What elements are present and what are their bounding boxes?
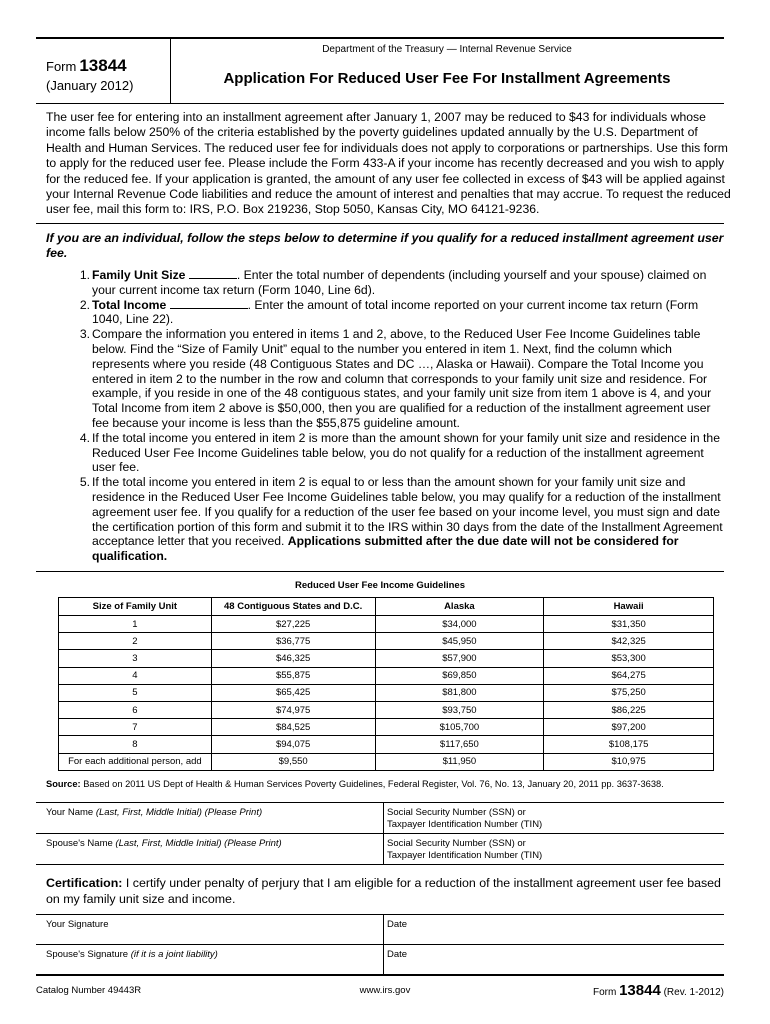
- table-cell: $74,975: [211, 701, 375, 718]
- table-rule: [36, 571, 724, 572]
- table-cell: $9,550: [211, 753, 375, 770]
- field-rule: [36, 833, 724, 834]
- total-income-label: Total Income: [92, 297, 167, 312]
- table-cell: $46,325: [211, 650, 375, 667]
- your-signature-label: Your Signature: [46, 919, 109, 930]
- step-number: 1.: [79, 268, 90, 282]
- footer-form-id: [593, 982, 724, 999]
- form-date: (January 2012): [46, 78, 134, 93]
- table-cell: $97,200: [544, 719, 714, 736]
- source-note: [46, 779, 664, 789]
- table-cell: $81,800: [375, 684, 544, 701]
- column-header: 48 Contiguous States and D.C.: [211, 598, 375, 616]
- table-cell: $94,075: [211, 736, 375, 753]
- table-cell: $105,700: [375, 719, 544, 736]
- catalog-number: Catalog Number 49443R: [36, 985, 142, 996]
- ssn-label-line1: Social Security Number (SSN) or: [387, 807, 526, 818]
- step-3: [79, 327, 728, 431]
- page-title: Application For Reduced User Fee For Installment Agreements: [223, 70, 671, 87]
- field-rule: [36, 802, 724, 803]
- your-name-label: Your Name: [46, 807, 94, 818]
- step-text: . Enter the amount of total income reported on your current income tax return (Form 1040, Line 22).: [92, 297, 699, 327]
- field-rule: [36, 944, 724, 945]
- family-unit-size-label: Family Unit Size: [92, 268, 186, 282]
- step-number: 5.: [79, 475, 90, 490]
- step-text: If the total income you entered in item 2 is more than the amount shown for your family unit size and residence in the Reduced User Fee Income Guidelines table below, you do not qualify for a reduction of the installment agreement user fee.: [92, 430, 720, 475]
- form-label: Form: [46, 59, 77, 74]
- table-row: [59, 753, 714, 770]
- table-cell: $57,900: [375, 650, 544, 667]
- step-number: 2.: [79, 297, 90, 312]
- table-cell: $11,950: [375, 753, 544, 770]
- section-rule: [36, 223, 724, 224]
- step-4: [79, 430, 728, 475]
- spouse-signature-label: Spouse's Signature: [46, 949, 129, 960]
- spouse-ssn-label-line2: Taxpayer Identification Number (TIN): [387, 850, 543, 861]
- header-bottom-rule: [36, 103, 724, 104]
- footer-form-label: Form: [592, 987, 617, 998]
- table-cell: For each additional person, add: [59, 753, 212, 770]
- table-cell: $42,325: [544, 633, 714, 650]
- table-cell: 6: [59, 701, 212, 718]
- table-cell: $75,250: [544, 684, 714, 701]
- column-header: Hawaii: [544, 598, 714, 616]
- footer-revision: (Rev. 1-2012): [663, 987, 724, 998]
- step-number: 4.: [79, 430, 90, 445]
- column-header: Size of Family Unit: [59, 598, 212, 616]
- table-row: [59, 684, 714, 701]
- spouse-name-hint: (Last, First, Middle Initial) (Please Print): [115, 838, 282, 849]
- table-cell: $27,225: [211, 616, 375, 633]
- form-number: 13844: [79, 56, 127, 75]
- table-cell: 3: [59, 650, 212, 667]
- field-rule: [36, 914, 724, 915]
- step-5: [79, 475, 728, 564]
- table-cell: $84,525: [211, 719, 375, 736]
- table-cell: $93,750: [375, 701, 544, 718]
- table-cell: 8: [59, 736, 212, 753]
- table-cell: $64,275: [544, 667, 714, 684]
- your-name-hint: (Last, First, Middle Initial) (Please Print): [95, 807, 263, 818]
- step-2: [79, 297, 728, 328]
- step-text: . Enter the total number of dependents (including yourself and your spouse) claimed on your current income tax return (Form 1040, Line 6d).: [92, 268, 707, 297]
- family-unit-size-input[interactable]: [189, 268, 237, 279]
- table-cell: $10,975: [544, 753, 714, 770]
- source-text: Based on 2011 US Dept of Health & Human Services Poverty Guidelines, Federal Register, Vol. 76, No. 13, January 20, 2011 pp. 3637-3638.: [83, 779, 664, 789]
- table-row: [59, 616, 714, 633]
- table-row: [59, 719, 714, 736]
- date-label: Date: [387, 919, 408, 930]
- table-title: Reduced User Fee Income Guidelines: [295, 580, 465, 591]
- certification-statement: [46, 875, 726, 907]
- step-text: Compare the information you entered in items 1 and 2, above, to the Reduced User Fee Income Guidelines table below. Find the “Size of Family Unit” equal to the number you entered in item 1. Next, find the column which represents where you reside (48 Contiguous States and DC …, Alaska or Hawaii). Compare the Total Income you entered in item 2 to the number in the row and column that corresponds to your family unit size and residence. For example, if you reside in one of the 48 contiguous states, and your family unit size from item 1 above is 4, and your Total Income from item 2 above is $50,000, then you are qualified for a reduction of the installment agreement user fee because your income is less than the $55,875 guideline amount.: [92, 327, 712, 430]
- field-divider: [383, 914, 384, 974]
- certification-label: Certification:: [46, 876, 123, 890]
- table-cell: $34,000: [375, 616, 544, 633]
- spouse-ssn-label-line1: Social Security Number (SSN) or: [387, 838, 526, 849]
- table-row: [59, 736, 714, 753]
- income-guidelines-table: [58, 597, 714, 771]
- website-link[interactable]: www.irs.gov: [359, 985, 411, 996]
- table-cell: $45,950: [375, 633, 544, 650]
- table-row: [59, 650, 714, 667]
- signature-date-field[interactable]: [387, 919, 722, 943]
- step-1: [79, 268, 728, 298]
- table-cell: $86,225: [544, 701, 714, 718]
- ssn-field[interactable]: [387, 807, 722, 832]
- table-cell: $55,875: [211, 667, 375, 684]
- spouse-ssn-field[interactable]: [387, 838, 722, 863]
- table-cell: 1: [59, 616, 212, 633]
- source-label: Source:: [46, 779, 81, 789]
- ssn-label-line2: Taxpayer Identification Number (TIN): [387, 819, 543, 830]
- table-cell: $36,775: [211, 633, 375, 650]
- department-line: Department of the Treasury — Internal Revenue Service: [322, 44, 572, 55]
- spouse-name-field[interactable]: [46, 838, 381, 863]
- spouse-signature-hint: (if it is a joint liability): [130, 949, 218, 960]
- table-cell: $117,650: [375, 736, 544, 753]
- table-cell: $31,350: [544, 616, 714, 633]
- certification-text: I certify under penalty of perjury that I am eligible for a reduction of the installment agreement user fee based on my family unit size and income.: [46, 876, 721, 906]
- field-rule: [36, 864, 724, 865]
- form-number-label: [46, 56, 127, 76]
- field-divider: [383, 802, 384, 864]
- table-cell: 7: [59, 719, 212, 736]
- spouse-name-label: Spouse's Name: [46, 838, 113, 849]
- table-cell: $108,175: [544, 736, 714, 753]
- column-header: Alaska: [375, 598, 544, 616]
- table-cell: $69,850: [375, 667, 544, 684]
- table-cell: 4: [59, 667, 212, 684]
- individual-heading: If you are an individual, follow the steps below to determine if you qualify for a reduced installment agreement user fee.: [46, 231, 724, 260]
- intro-paragraph: The user fee for entering into an installment agreement after January 1, 2007 may be reduced to $43 for individuals whose income falls below 250% of the criteria established by the poverty guidelines updated annually by the U.S. Department of Health and Human Services. The reduced user fee for individuals does not apply to corporations or partnerships. Use this form to apply for the reduced user fee. Please include the Form 433-A if your income has recently decreased and you wish to apply for the reduced fee. If your application is granted, the amount of any user fee collected in excess of $43 will be applied against your Internal Revenue Code liabilities and reduce the amount of interest and penalties that may accrue. To request the reduced user fee, mail this form to: IRS, P.O. Box 219236, Stop 5050, Kansas City, MO 64121-9236.: [46, 110, 731, 217]
- step-deadline-note: Applications submitted after the due date will not be considered for qualification.: [92, 534, 679, 564]
- table-row: [59, 667, 714, 684]
- table-row: [59, 633, 714, 650]
- table-cell: $53,300: [544, 650, 714, 667]
- your-signature-field[interactable]: [46, 919, 381, 943]
- table-cell: 2: [59, 633, 212, 650]
- footer-rule: [36, 974, 724, 976]
- step-text: If the total income you entered in item 2 is equal to or less than the amount shown for your family unit size and residence in the Reduced User Fee Income Guidelines table below, you may qualify for a reduction of the installment agreement user fee. If you qualify for a reduction of the user fee based on your income level, you must sign and date the certification portion of this form and submit it to the IRS within 30 days from the date of the Installment Agreement acceptance letter that you received.: [92, 475, 723, 549]
- footer-form-number: 13844: [619, 982, 661, 999]
- total-income-input[interactable]: [170, 298, 248, 309]
- date-label: Date: [387, 949, 408, 960]
- your-name-field[interactable]: [46, 807, 381, 832]
- table-cell: 5: [59, 684, 212, 701]
- table-cell: $65,425: [211, 684, 375, 701]
- table-row: [59, 701, 714, 718]
- spouse-signature-field[interactable]: [46, 949, 381, 973]
- step-number: 3.: [79, 327, 90, 342]
- steps-list: [79, 268, 728, 564]
- table-header-row: [59, 598, 714, 616]
- spouse-signature-date-field[interactable]: [387, 949, 722, 973]
- header-top-rule: [36, 37, 724, 39]
